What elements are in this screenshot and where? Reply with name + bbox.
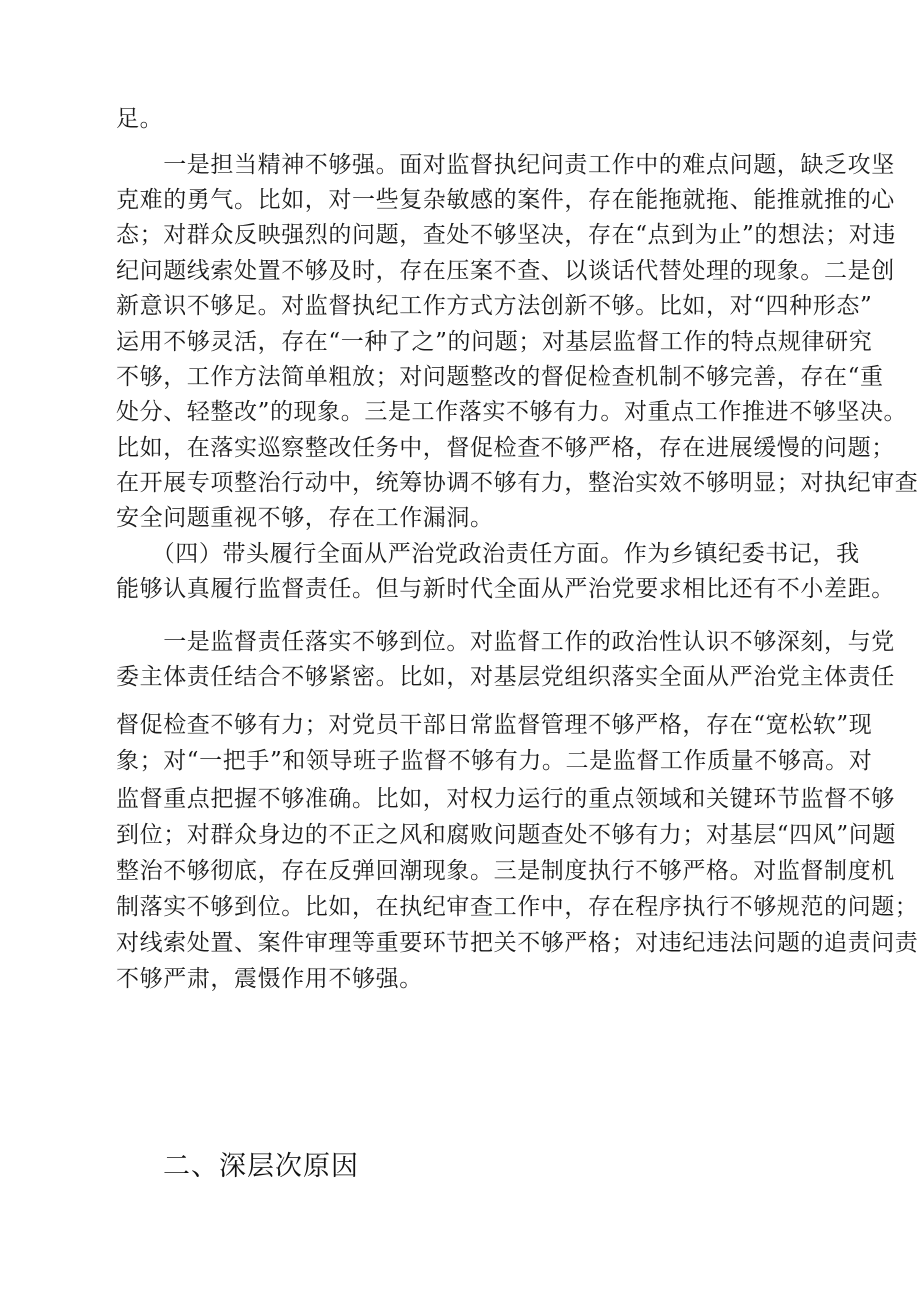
paragraph-line: 不够严肃，震慑作用不够强。 — [116, 966, 423, 992]
paragraph-line: 克难的勇气。比如，对一些复杂敏感的案件，存在能拖就拖、能推就推的心 — [116, 187, 895, 213]
paragraph-line: 制落实不够到位。比如，在执纪审查工作中，存在程序执行不够规范的问题； — [116, 894, 919, 920]
paragraph-line: 象；对“一把手”和领导班子监督不够有力。二是监督工作质量不够高。对 — [116, 748, 873, 774]
paragraph-line: 监督重点把握不够准确。比如，对权力运行的重点领域和关键环节监督不够 — [116, 786, 895, 812]
paragraph-line: 运用不够灵活，存在“一种了之”的问题；对基层监督工作的特点规律研究 — [116, 329, 873, 355]
paragraph-line: 能够认真履行监督责任。但与新时代全面从严治党要求相比还有不小差距。 — [116, 576, 895, 602]
paragraph-line: 比如，在落实巡察整改任务中，督促检查不够严格，存在进展缓慢的问题； — [116, 435, 895, 461]
paragraph-line: 足。 — [116, 106, 164, 132]
paragraph-line: 对线索处置、案件审理等重要环节把关不够严格；对违纪违法问题的追责问责 — [116, 930, 919, 956]
paragraph-line: 一是担当精神不够强。面对监督执纪问责工作中的难点问题，缺乏攻坚 — [116, 152, 895, 178]
paragraph-line: 态；对群众反映强烈的问题，查处不够坚决，存在“点到为止”的想法；对违 — [116, 222, 896, 248]
paragraph-line: 督促检查不够有力；对党员干部日常监督管理不够严格，存在“宽松软”现 — [116, 712, 873, 738]
paragraph-line: 委主体责任结合不够紧密。比如，对基层党组织落实全面从严治党主体责任 — [116, 664, 895, 690]
paragraph-line: 一是监督责任落实不够到位。对监督工作的政治性认识不够深刻，与党 — [116, 629, 895, 655]
section-heading: 二、深层次原因 — [163, 1151, 359, 1182]
paragraph-line: 到位；对群众身边的不正之风和腐败问题查处不够有力；对基层“四风”问题 — [116, 822, 896, 848]
paragraph-line: 新意识不够足。对监督执纪工作方式方法创新不够。比如，对“四种形态” — [116, 293, 873, 319]
paragraph-line: 整治不够彻底，存在反弹回潮现象。三是制度执行不够严格。对监督制度机 — [116, 858, 895, 884]
paragraph-line: （四）带头履行全面从严治党政治责任方面。作为乡镇纪委书记，我 — [116, 541, 860, 567]
paragraph-line: 处分、轻整改”的现象。三是工作落实不够有力。对重点工作推进不够坚决。 — [116, 399, 908, 425]
paragraph-line: 不够，工作方法简单粗放；对问题整改的督促检查机制不够完善，存在“重 — [116, 364, 884, 390]
paragraph-line: 在开展专项整治行动中，统筹协调不够有力，整治实效不够明显；对执纪审查 — [116, 470, 919, 496]
paragraph-line: 安全问题重视不够，存在工作漏洞。 — [116, 505, 494, 531]
paragraph-line: 纪问题线索处置不够及时，存在压案不查、以谈话代替处理的现象。二是创 — [116, 258, 895, 284]
